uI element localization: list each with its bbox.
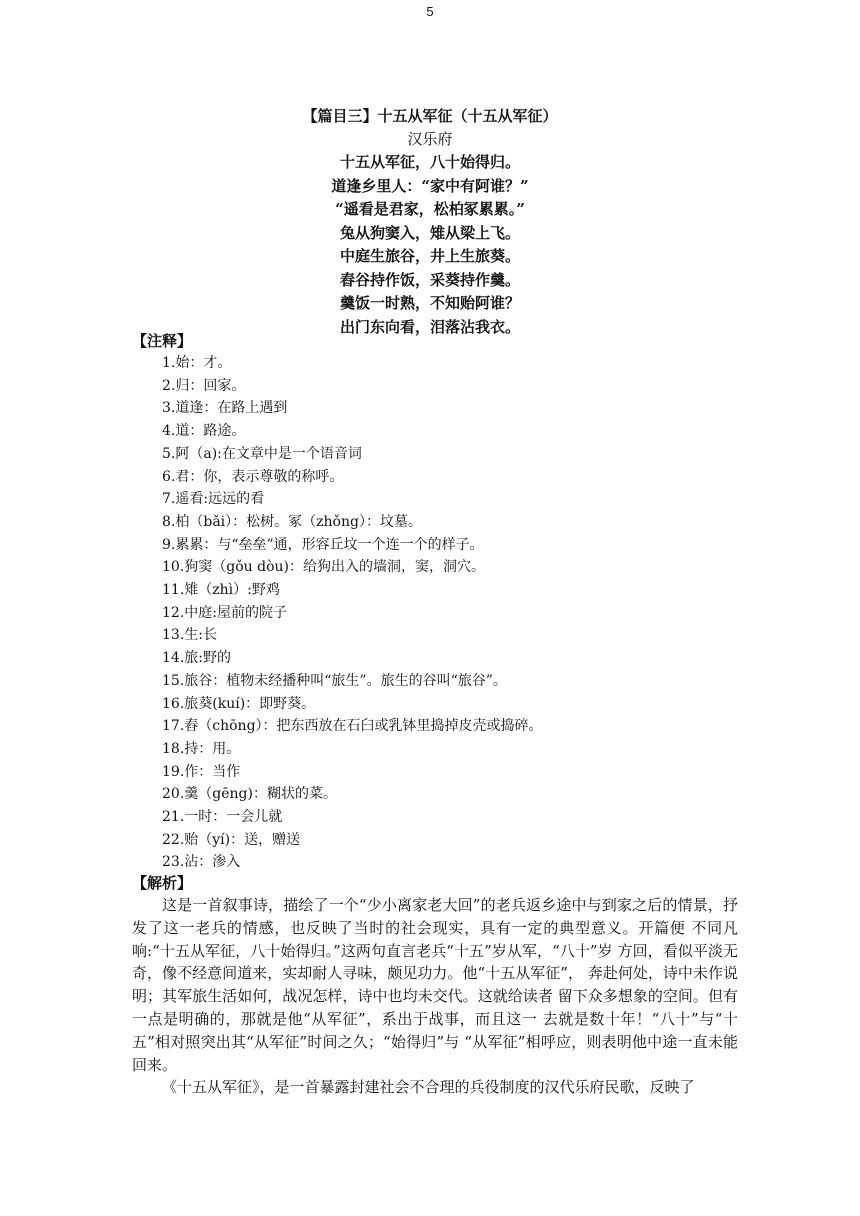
note-item: 22.贻（yí)：送，赠送 [162,831,301,848]
poem-line: 兔从狗窦入，雉从梁上飞。 [339,223,520,242]
note-item: 2.归：回家。 [162,377,246,394]
poem-line: 道逢乡里人：“家中有阿谁？” [331,176,529,195]
poem-title: 【篇目三】十五从军征（十五从军征） [302,107,558,125]
analysis-paragraph: 《十五从军征》，是一首暴露封建社会不合理的兵役制度的汉代乐府民歌，反映了 [162,1078,695,1097]
note-item: 1.始：才。 [162,355,232,371]
note-item: 4.道：路途。 [162,423,246,440]
note-item: 7.遥看:远远的看 [162,491,265,508]
poem-block [0,104,860,339]
note-item: 23.沾：渗入 [162,854,241,871]
poem-author: 汉乐府 [407,130,453,148]
note-item: 9.累累：与“垒垒”通，形容丘坟一个连一个的样子。 [162,536,484,553]
notes-list [162,352,782,874]
note-item: 6.君：你，表示尊敬的称呼。 [162,468,344,485]
note-item: 19.作：当作 [162,763,241,780]
note-item: 20.羹（gēng)：糊状的菜。 [162,786,337,803]
notes-heading: 【注释】 [132,332,193,350]
note-item: 15.旅谷：植物未经播种叫“旅生”。旅生的谷叫“旅谷”。 [162,672,507,689]
analysis-body [132,894,738,1099]
page-number: 5 [426,4,434,19]
note-item: 16.旅葵(kuí)：即野葵。 [162,695,316,712]
note-item: 5.阿（a):在文章中是一个语音词 [162,445,362,462]
note-item: 14.旅:野的 [162,650,231,667]
poem-line: 中庭生旅谷，井上生旅葵。 [339,247,520,265]
poem-line: 出门东向看，泪落沾我衣。 [339,317,520,336]
note-item: 21.一时：一会儿就 [162,809,283,826]
analysis-heading: 【解析】 [132,874,193,892]
poem-line: “遥看是君家，松柏冢累累。” [335,200,525,218]
note-item: 18.持：用。 [162,740,241,757]
note-item: 13.生:长 [162,627,217,644]
note-item: 11.雉（zhì）:野鸡 [162,582,280,599]
poem-line: 羹饭一时熟，不知贻阿谁？ [339,294,520,312]
note-item: 12.中庭:屋前的院子 [162,604,287,621]
poem-line: 舂谷持作饭，采葵持作羹。 [339,270,520,289]
poem-line: 十五从军征，八十始得归。 [339,153,520,171]
note-item: 17.舂（chōng）：把东西放在石臼或乳钵里捣掉皮壳或捣碎。 [162,718,543,735]
note-item: 8.柏（bǎi）：松树。冢（zhǒng）：坟墓。 [162,513,422,530]
note-item: 10.狗窦（gǒu dòu)：给狗出入的墙洞，窦，洞穴。 [162,559,485,576]
note-item: 3.道逢：在路上遇到 [162,400,288,417]
analysis-paragraph: 这是一首叙事诗，描绘了一个“少小离家老大回”的老兵返乡途中与到家之后的情景，抒发了这一老兵的情感，也反映了当时的社会现实，具有一定的典型意义。开篇便 不同凡响:“十五从军征，八十始得归。”这两句直言老兵“十五”岁从军，“八十”岁 方回，看似平淡无奇，像不经意间道来，实却耐人寻味，颇见功力。他“十五从军征”， 奔赴何处，诗中未作说明；其军旅生活如何，战况怎样，诗中也均未交代。这就给读者 留下众多想象的空间。但有一点是明确的，那就是他“从军征”，系出于战事，而且这一 去就是数十年！“八十”与“十五”相对照突出其“从军征”时间之久；“始得归”与 “从军征”相呼应，则表明他中途一直未能回来。 [132,896,738,1074]
